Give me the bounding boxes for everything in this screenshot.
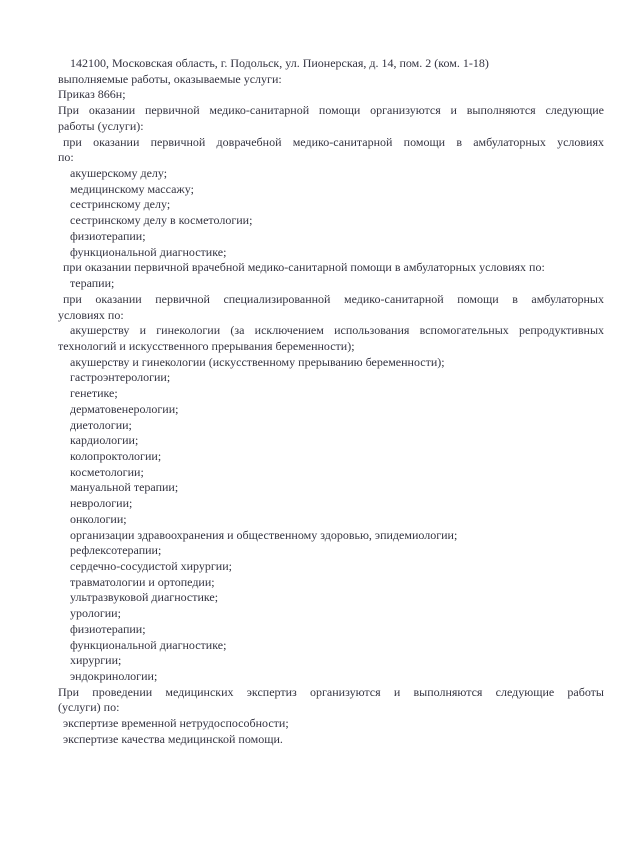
document-line: генетике; (70, 386, 118, 401)
document-line: кардиологии; (70, 433, 139, 448)
document-line: хирургии; (70, 653, 122, 668)
document-line: ультразвуковой диагностике; (70, 590, 219, 605)
document-line: эндокринологии; (70, 669, 158, 684)
document-line: по: (58, 150, 74, 165)
document-line: акушерскому делу; (70, 166, 168, 181)
document-line: сестринскому делу в косметологии; (70, 213, 253, 228)
document-line: акушерству и гинекологии (искусственному прерыванию беременности); (70, 354, 445, 369)
document-line: организации здравоохранения и общественному здоровью, эпидемиологии; (70, 527, 458, 542)
document-line: мануальной терапии; (70, 480, 179, 495)
document-line: медицинскому массажу; (70, 181, 194, 196)
document-line: 142100, Московская область, г. Подольск, ул. Пионерская, д. 14, пом. 2 (ком. 1-18) (70, 56, 489, 70)
document-line: условиях по: (58, 307, 124, 322)
document-line: терапии; (70, 276, 115, 291)
document-line: технологий и искусственного прерывания беременности); (58, 338, 355, 353)
document-line: выполняемые работы, оказываемые услуги: (58, 71, 282, 86)
document-line: функциональной диагностике; (70, 637, 227, 652)
document-line: травматологии и ортопедии; (70, 574, 215, 589)
document-line: экспертизе временной нетрудоспособности; (63, 716, 289, 731)
document-line: колопроктологии; (70, 448, 162, 463)
document-line: физиотерапии; (70, 621, 146, 636)
document-line: Приказ 866н; (58, 87, 126, 102)
document-line: При проведении медицинских экспертиз организуются и выполняются следующие работы (58, 684, 604, 699)
document-line: При оказании первичной медико-санитарной помощи организуются и выполняются следующие (58, 103, 604, 118)
document-line: (услуги) по: (58, 700, 120, 715)
document-line: при оказании первичной доврачебной медико-санитарной помощи в амбулаторных условиях (63, 134, 604, 149)
document-line: дерматовенерологии; (70, 401, 179, 416)
document-text-block (58, 56, 604, 748)
document-line: функциональной диагностике; (70, 244, 227, 259)
document-line: при оказании первичной специализированной медико-санитарной помощи в амбулаторных (63, 291, 604, 306)
document-line: урологии; (70, 606, 121, 621)
document-line: гастроэнтерологии; (70, 370, 171, 385)
document-line: при оказании первичной врачебной медико-санитарной помощи в амбулаторных условиях по: (63, 260, 545, 275)
document-line: сестринскому делу; (70, 197, 171, 212)
document-line: физиотерапии; (70, 228, 146, 243)
document-line: работы (услуги): (58, 118, 144, 133)
document-line: диетологии; (70, 417, 132, 432)
document-line: акушерству и гинекологии (за исключением использования вспомогательных репродуктивных (70, 323, 604, 338)
document-line: рефлексотерапии; (70, 543, 162, 558)
document-line: онкологии; (70, 511, 127, 526)
document-line: косметологии; (70, 464, 144, 479)
document-line: сердечно-сосудистой хирургии; (70, 559, 232, 573)
document-line: неврологии; (70, 496, 133, 511)
document-line: экспертизе качества медицинской помощи. (63, 731, 283, 746)
